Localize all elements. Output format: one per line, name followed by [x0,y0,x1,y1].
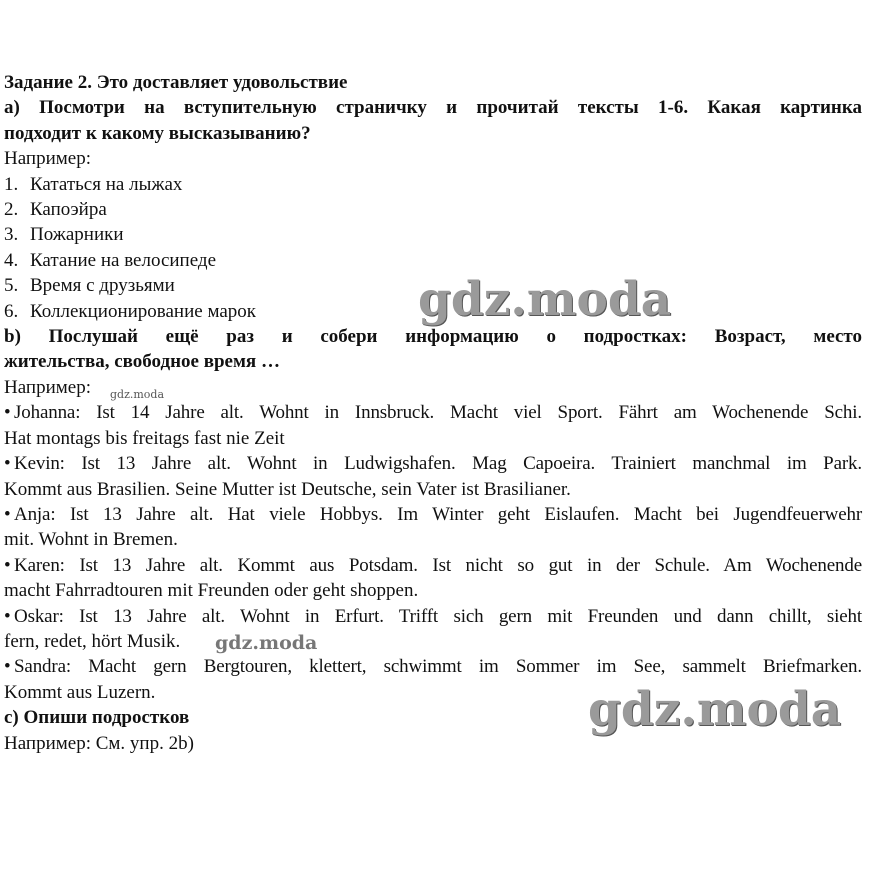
bullet-icon: • [4,605,11,627]
watermark-logo-small: gdz.moda [110,388,165,401]
bullet-icon: • [4,503,11,525]
teen-entry-line: mit. Wohnt in Bremen. [4,529,178,551]
part-a-example-label: Например: [4,148,91,170]
teen-entry-line: • Johanna: Ist 14 Jahre alt. Wohnt in Innsbruck. Macht viel Sport. Fährt am Wochenende Schi. [4,400,862,425]
teen-entry-line: • Oskar: Ist 13 Jahre alt. Wohnt in Erfurt. Trifft sich gern mit Freunden und dann chillt, sieht [4,604,862,629]
part-c-example: Например: См. упр. 2b) [4,732,194,754]
teen-entry-line: Hat montags bis freitags fast nie Zeit [4,427,285,449]
teen-entry-line: Kommt aus Brasilien. Seine Mutter ist Deutsche, sein Vater ist Brasilianer. [4,478,571,500]
watermark-logo: gdz.moda [588,682,842,737]
part-c-instruction: c) Опиши подростков [4,707,190,729]
bullet-icon: • [4,656,11,678]
part-b-instruction-cont: жительства, свободное время … [4,351,280,373]
bullet-icon: • [4,554,11,576]
watermark-logo-small: gdz.moda [215,632,318,654]
teen-entry-line: Kommt aus Luzern. [4,681,156,703]
teen-entry-line: • Sandra: Macht gern Bergtouren, klettert, schwimmt im Sommer im See, sammelt Briefmarken. [4,654,862,679]
list-item: 5. Время с друзьями [4,275,175,297]
list-item: 6. Коллекционирование марок [4,300,257,322]
list-item: 2. Капоэйра [4,199,107,221]
list-item: 3. Пожарники [4,224,124,246]
part-a-instruction: a) Посмотри на вступительную страничку и прочитай тексты 1-6. Какая картинка [4,97,862,119]
part-b-instruction: b) Послушай ещё раз и собери информацию о подростках: Возраст, место [4,326,862,348]
bullet-icon: • [4,402,11,424]
list-item: 1. Кататься на лыжах [4,173,183,195]
part-b-example-label: Например: [4,376,91,398]
list-item: 4. Катание на велосипеде [4,249,217,271]
exercise-document [4,70,862,756]
teen-entry-line: macht Fahrradtouren mit Freunden oder geht shoppen. [4,580,419,602]
teen-entry-line: • Anja: Ist 13 Jahre alt. Hat viele Hobbys. Im Winter geht Eislaufen. Macht bei Jugendfeuerwehr [4,502,862,527]
task-title: Задание 2. Это доставляет удовольствие [4,72,348,93]
teen-entry-line: fern, redet, hört Musik. [4,630,181,652]
part-a-instruction-cont: подходит к какому высказыванию? [4,122,311,144]
watermark-logo: gdz.moda [418,272,672,327]
bullet-icon: • [4,453,11,475]
teen-entry-line: • Kevin: Ist 13 Jahre alt. Wohnt in Ludwigshafen. Mag Capoeira. Trainiert manchmal im Park. [4,451,862,476]
teen-entry-line: • Karen: Ist 13 Jahre alt. Kommt aus Potsdam. Ist nicht so gut in der Schule. Am Wochenende [4,553,862,578]
